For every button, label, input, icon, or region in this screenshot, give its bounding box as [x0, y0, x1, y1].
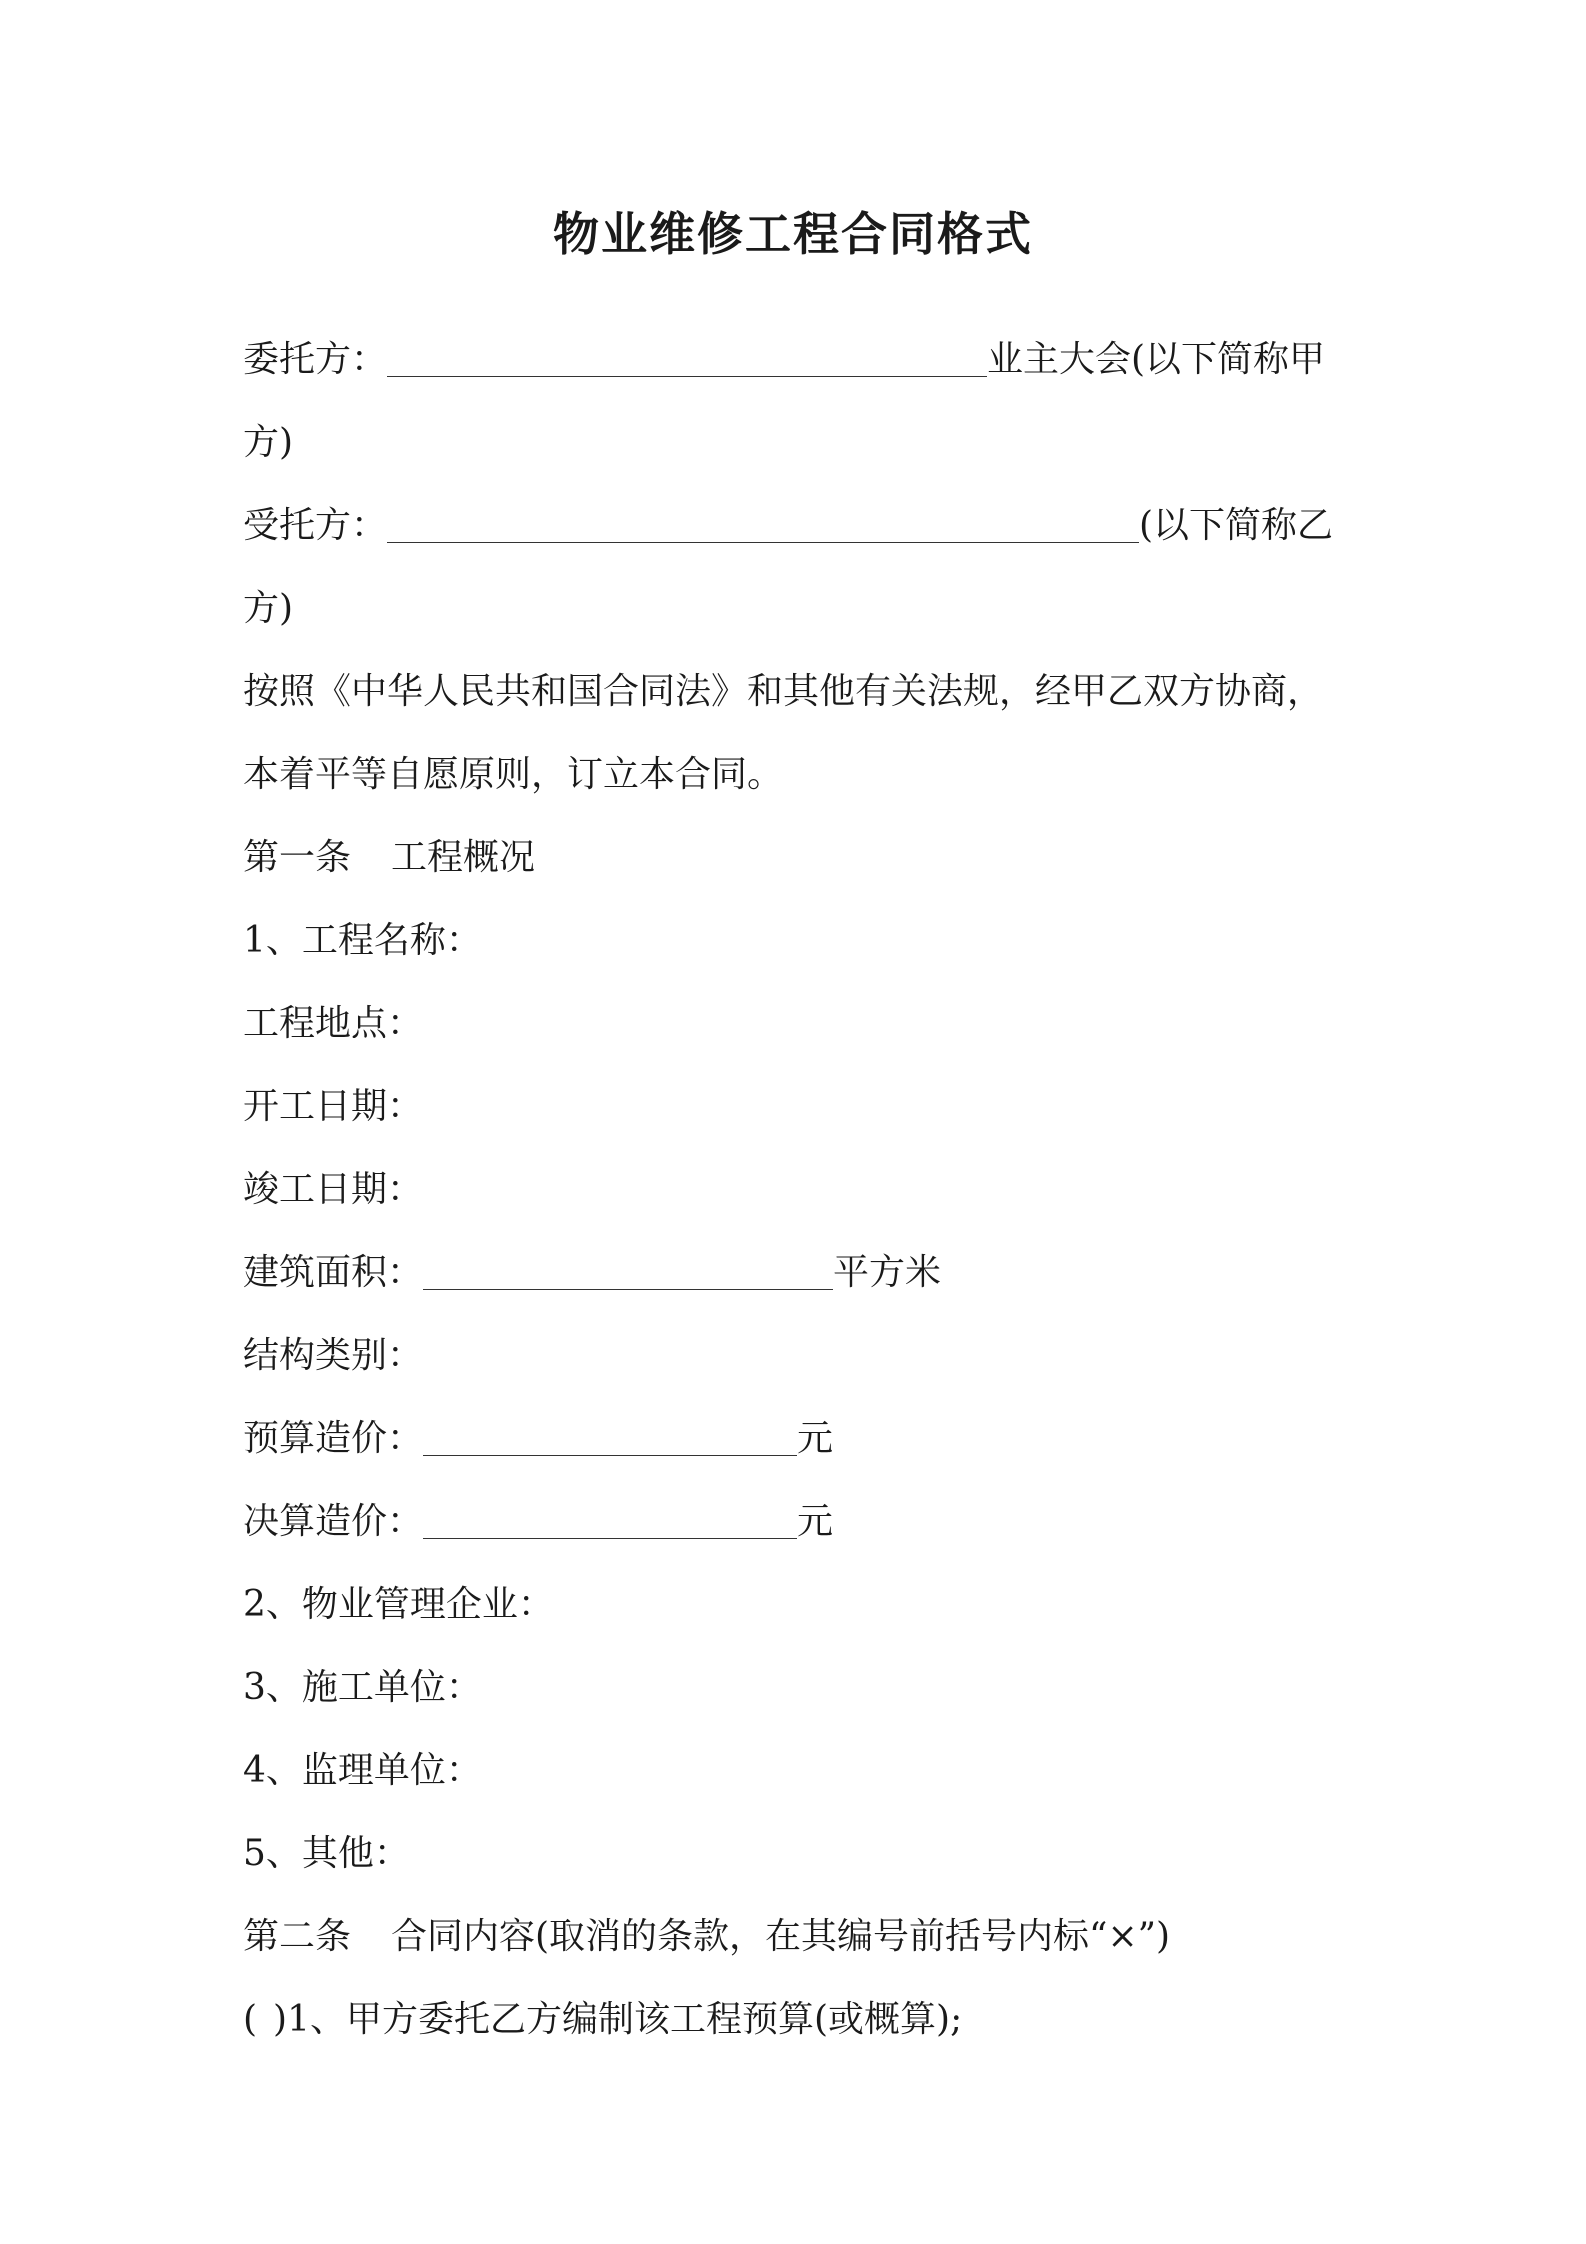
- article-2-number: 第二条: [243, 1916, 352, 1957]
- building-area-line: [243, 1241, 1353, 1324]
- client-label: 委托方：: [243, 339, 388, 380]
- start-date: 开工日期：: [243, 1086, 424, 1127]
- final-cost-line: [243, 1490, 1353, 1573]
- clause-1: [243, 1988, 1353, 2071]
- article-2-heading: [243, 1905, 1353, 1988]
- article-1-title: 工程概况: [391, 837, 536, 878]
- project-location: 工程地点：: [243, 1003, 424, 1044]
- budget-cost-label: 预算造价：: [243, 1418, 424, 1459]
- contractor-line: [243, 494, 1353, 577]
- preamble-line-2: 本着平等自愿原则，订立本合同。: [243, 754, 784, 795]
- final-cost-unit: 元: [797, 1501, 834, 1542]
- client-name-blank: [387, 336, 987, 377]
- property-management-company: 2、物业管理企业：: [243, 1584, 554, 1625]
- preamble-line-1: 按照《中华人民共和国合同法》和其他有关法规，经甲乙双方协商，: [243, 671, 1324, 712]
- building-area-label: 建筑面积：: [243, 1252, 424, 1293]
- other-item: 5、其他：: [243, 1833, 410, 1874]
- client-line-wrap: [243, 411, 1353, 494]
- completion-date: 竣工日期：: [243, 1169, 424, 1210]
- contractor-suffix: (以下简称乙: [1139, 505, 1334, 546]
- client-line: [243, 328, 1353, 411]
- budget-cost-unit: 元: [797, 1418, 834, 1459]
- building-area-unit: 平方米: [833, 1252, 942, 1293]
- clause-1-close-paren: ): [273, 1999, 288, 2040]
- budget-cost-blank: [423, 1415, 797, 1456]
- client-wrap: 方): [243, 422, 294, 463]
- building-area-blank: [423, 1249, 833, 1290]
- article-2-title: 合同内容(取消的条款，在其编号前括号内标“×”): [391, 1916, 1171, 1957]
- article-1-number: 第一条: [243, 837, 352, 878]
- project-name: 1、工程名称：: [243, 920, 482, 961]
- document-title: 物业维修工程合同格式: [553, 207, 1033, 261]
- contractor-wrap: 方): [243, 588, 294, 629]
- supervision-unit: 4、监理单位：: [243, 1750, 482, 1791]
- client-suffix: 业主大会(以下简称甲: [987, 339, 1326, 380]
- final-cost-label: 决算造价：: [243, 1501, 424, 1542]
- contractor-name-blank: [387, 502, 1139, 543]
- clause-1-open-paren: (: [243, 1999, 258, 2040]
- article-1-heading: [243, 826, 1353, 909]
- budget-cost-line: [243, 1407, 1353, 1490]
- contractor-label: 受托方：: [243, 505, 388, 546]
- clause-1-text: 1、甲方委托乙方编制该工程预算(或概算);: [287, 1999, 963, 2040]
- structure-type: 结构类别：: [243, 1335, 424, 1376]
- contractor-line-wrap: [243, 577, 1353, 660]
- construction-unit: 3、施工单位：: [243, 1667, 482, 1708]
- document-body: [243, 328, 1353, 2071]
- final-cost-blank: [423, 1498, 797, 1539]
